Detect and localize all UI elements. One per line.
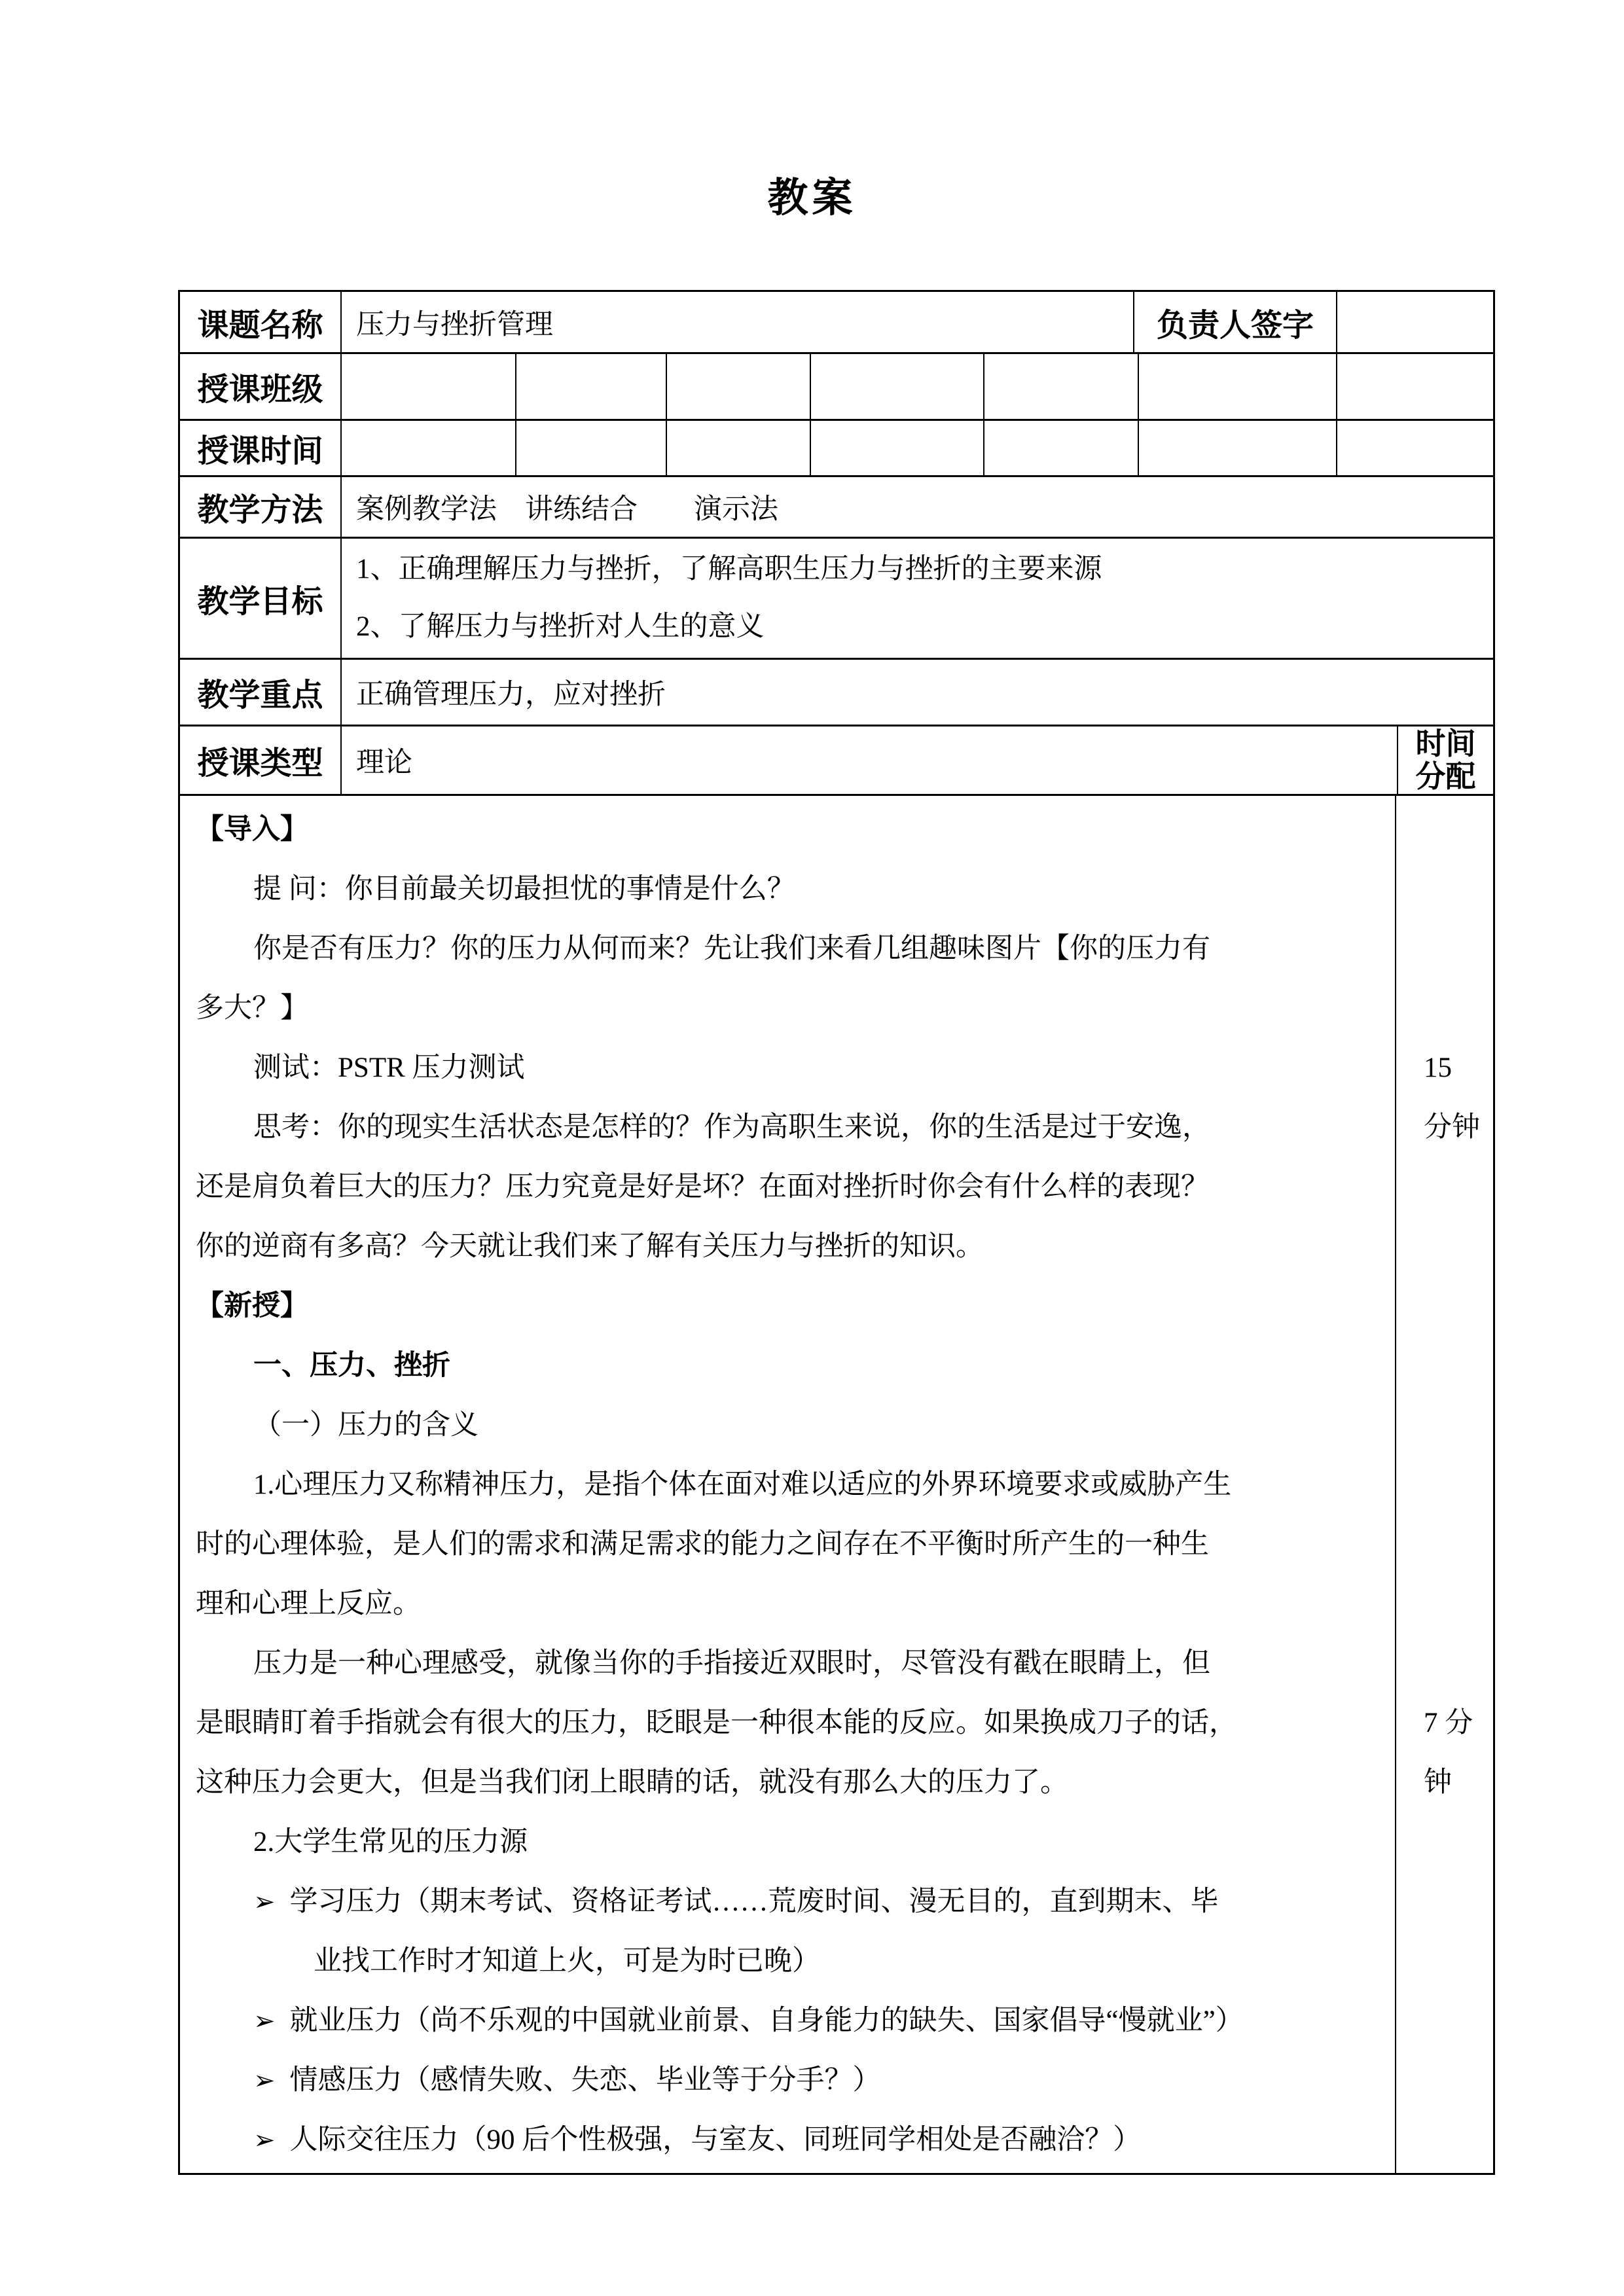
content-line [196,1872,1384,1931]
class-cell-7 [1337,354,1493,421]
type-value: 理论 [342,726,1398,796]
type-row [180,726,1493,796]
time-cell-4 [811,421,984,477]
content-line: 思考：你的现实生活状态是怎样的？作为高职生来说，你的生活是过于安逸， [253,1112,1210,1143]
time-allocation-header-line1: 时间 [1415,726,1476,761]
keypoint-label: 教学重点 [180,660,342,726]
time-cell-7 [1337,421,1493,477]
bullet-arrow-icon: ➢ [253,2006,276,2036]
content-line: 业找工作时才知道上火，可是为时已晚） [314,1946,820,1977]
content-line: 还是肩负着巨大的压力？压力究竟是好是坏？在面对挫折时你会有什么样的表现？ [196,1172,1209,1202]
content-line: 1.心理压力又称精神压力，是指个体在面对难以适应的外界环境要求或威胁产生 [253,1469,1232,1500]
time-cell-1 [342,421,516,477]
topic-value: 压力与挫折管理 [342,292,1134,354]
bullet-arrow-icon: ➢ [253,1887,276,1917]
content-line: 你是否有压力？你的压力从何而来？先让我们来看几组趣味图片【你的压力有 [253,933,1210,964]
lesson-content [180,796,1396,2173]
method-label: 教学方法 [180,477,342,539]
content-row [180,796,1493,2173]
page-title: 教案 [767,176,857,221]
content-line: 测试：PSTR 压力测试 [253,1052,525,1083]
content-line: 【新授】 [196,1291,308,1321]
signer-label: 负责人签字 [1134,292,1337,354]
content-line: 【导入】 [196,814,308,845]
time-cell-3 [667,421,811,477]
time-allocation-column [1396,796,1493,2173]
time-label: 授课时间 [180,421,342,477]
content-line [196,1991,1384,2051]
content-line: 理和心理上反应。 [196,1588,421,1619]
class-cell-5 [984,354,1139,421]
time-cell-6 [1139,421,1337,477]
bullet-arrow-icon: ➢ [253,2125,276,2155]
class-label: 授课班级 [180,354,342,421]
class-cell-1 [342,354,516,421]
content-line: （一）压力的含义 [253,1410,478,1441]
bullet-text: 情感压力（感情失败、失恋、毕业等于分手？） [289,2065,881,2096]
time-allocation-header-line2: 分配 [1415,759,1476,793]
objective-item-2: 2、了解压力与挫折对人生的意义 [356,611,765,642]
class-cell-4 [811,354,984,421]
objective-item-1: 1、正确理解压力与挫折，了解高职生压力与挫折的主要来源 [356,554,1102,584]
objective-value [342,539,1493,660]
time-row [180,421,1493,477]
content-line [196,2051,1384,2110]
time-note: 分钟 [1424,1112,1480,1143]
content-line: 提 问：你目前最关切最担忧的事情是什么？ [253,874,795,905]
time-cell-5 [984,421,1139,477]
class-row [180,354,1493,421]
bullet-text: 就业压力（尚不乐观的中国就业前景、自身能力的缺失、国家倡导“慢就业”） [289,2005,1244,2036]
class-cell-3 [667,354,811,421]
content-line: 一、压力、挫折 [253,1350,450,1381]
content-line [196,2110,1384,2170]
content-line: 压力是一种心理感受，就像当你的手指接近双眼时，尽管没有戳在眼睛上，但 [253,1648,1210,1679]
lesson-plan-table [178,290,1495,2175]
bullet-text: 学习压力（期末考试、资格证考试……荒废时间、漫无目的，直到期末、毕 [289,1886,1219,1917]
signer-value-cell [1337,292,1493,354]
keypoint-value: 正确管理压力，应对挫折 [342,660,1493,726]
topic-row [180,292,1493,354]
objective-label: 教学目标 [180,539,342,660]
content-line: 你的逆商有多高？今天就让我们来了解有关压力与挫折的知识。 [196,1231,984,1262]
method-value: 案例教学法 讲练结合 演示法 [342,477,1493,539]
time-cell-2 [516,421,667,477]
content-line: 这种压力会更大，但是当我们闭上眼睛的话，就没有那么大的压力了。 [196,1767,1068,1798]
time-note: 15 [1424,1052,1452,1083]
bullet-arrow-icon: ➢ [253,2066,276,2096]
topic-label: 课题名称 [180,292,342,354]
content-line: 时的心理体验，是人们的需求和满足需求的能力之间存在不平衡时所产生的一种生 [196,1529,1209,1560]
method-row [180,477,1493,539]
bullet-text: 人际交往压力（90 后个性极强，与室友、同班同学相处是否融洽？） [289,2125,1142,2155]
class-cell-2 [516,354,667,421]
content-line: 是眼睛盯着手指就会有很大的压力，眨眼是一种很本能的反应。如果换成刀子的话， [196,1708,1237,1738]
objective-row [180,539,1493,660]
time-note: 钟 [1424,1767,1452,1798]
content-line: 2.大学生常见的压力源 [253,1827,528,1857]
keypoint-row [180,660,1493,726]
class-cell-6 [1139,354,1337,421]
time-note: 7 分 [1424,1708,1473,1738]
type-label: 授课类型 [180,726,342,796]
content-line: 多大？】 [196,993,308,1024]
time-allocation-header [1398,726,1493,796]
